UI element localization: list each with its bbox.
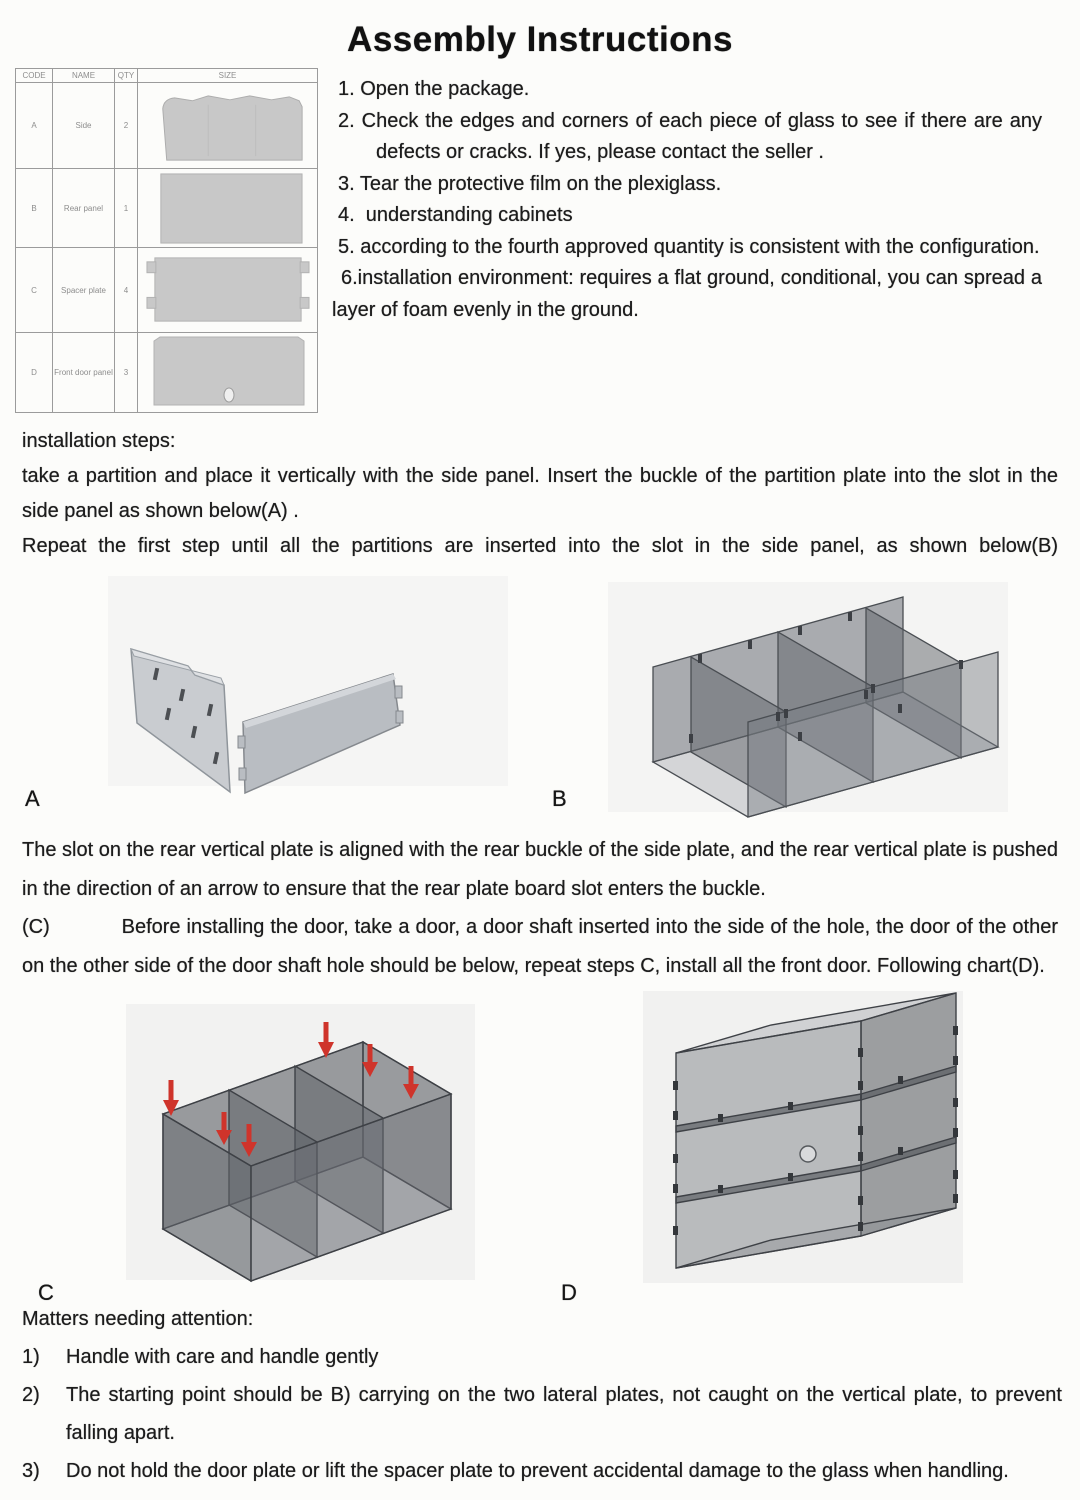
step-item-4: 4. understanding cabinets <box>338 204 573 226</box>
figure-c-label: C <box>38 1280 54 1305</box>
part-row-d-qty: 3 <box>115 333 138 412</box>
part-row-b-qty: 1 <box>115 169 138 248</box>
figure-b-illustration <box>598 572 1018 822</box>
step-item-1: 1. Open the package. <box>338 78 530 100</box>
figure-a-illustration <box>88 556 533 806</box>
numbered-steps <box>332 74 1042 326</box>
part-row-c-shape <box>138 248 317 333</box>
installation-step-text-2: Repeat the first step until all the partitions are inserted into the slot in the side panel, as shown below(B) <box>22 535 1058 557</box>
part-row-a-code: A <box>16 83 53 169</box>
attention-item-3-number: 3) <box>22 1460 40 1482</box>
assembly-notes-section <box>22 831 1058 985</box>
attention-section <box>22 1300 1062 1490</box>
parts-table <box>15 68 318 413</box>
part-row-c-name: Spacer plate <box>53 248 115 333</box>
assembly-notes-paragraph-1: The slot on the rear vertical plate is aligned with the rear buckle of the side plate, and the rear vertical plate is pushed in the direction of an arrow to ensure that the rear plate board slot enters the buckle. <box>22 839 1058 900</box>
part-row-a-name: Side <box>53 83 115 169</box>
parts-table-header-size: SIZE <box>138 69 317 83</box>
figure-d-label: D <box>561 1280 577 1305</box>
attention-item-2-number: 2) <box>22 1384 40 1406</box>
attention-item-1-number: 1) <box>22 1346 40 1368</box>
attention-item-3 <box>22 1452 1062 1490</box>
installation-steps-heading: installation steps: <box>22 430 176 452</box>
figure-d-illustration <box>628 986 978 1288</box>
page-title: Assembly Instructions <box>347 20 733 59</box>
part-row-d-shape <box>138 333 317 412</box>
attention-item-2 <box>22 1376 1062 1452</box>
step-item-3: 3. Tear the protective film on the plexiglass. <box>338 172 722 195</box>
side-panel-part-icon <box>138 83 317 168</box>
part-row-d-name: Front door panel <box>53 333 115 412</box>
rear-panel-part-icon <box>138 169 317 247</box>
figure-a-label: A <box>25 786 40 811</box>
parts-table-header-name: NAME <box>53 69 115 83</box>
attention-heading: Matters needing attention: <box>22 1308 254 1330</box>
part-row-c-code: C <box>16 248 53 333</box>
assembly-notes-paragraph-2: (C) Before installing the door, take a door, a door shaft inserted into the side of the hole, the door of the other on the other side of the door shaft hole should be below, repeat steps C, install all the front door. Following chart(D). <box>22 916 1058 977</box>
figure-c-illustration <box>118 996 483 1288</box>
parts-table-header-qty: QTY <box>115 69 138 83</box>
spacer-plate-part-icon <box>138 248 317 332</box>
installation-steps-section <box>22 424 1058 564</box>
part-row-a-shape <box>138 83 317 169</box>
step-item-2: 2. Check the edges and corners of each piece of glass to see if there are any defects or cracks. If yes, please contact the seller . <box>338 109 1042 163</box>
step-item-6: 6.installation environment: requires a flat ground, conditional, you can spread a layer of foam evenly in the ground. <box>332 267 1042 321</box>
attention-item-2-text: The starting point should be B) carrying on the two lateral plates, not caught on the vertical plate, to prevent falling apart. <box>66 1384 1062 1444</box>
attention-item-1 <box>22 1338 1062 1376</box>
attention-item-1-text: Handle with care and handle gently <box>66 1346 379 1368</box>
step-item-5: 5. according to the fourth approved quantity is consistent with the configuration. <box>338 235 1040 258</box>
part-row-b-code: B <box>16 169 53 248</box>
figure-b-label: B <box>552 786 567 811</box>
attention-item-3-text: Do not hold the door plate or lift the spacer plate to prevent accidental damage to the glass when handling. <box>66 1460 1009 1482</box>
installation-step-text-1: take a partition and place it vertically with the side panel. Insert the buckle of the partition plate into the slot in the side panel as shown below(A) . <box>22 465 1058 522</box>
part-row-a-qty: 2 <box>115 83 138 169</box>
part-row-c-qty: 4 <box>115 248 138 333</box>
front-door-part-icon <box>138 333 317 412</box>
part-row-b-name: Rear panel <box>53 169 115 248</box>
part-row-d-code: D <box>16 333 53 412</box>
parts-table-header-code: CODE <box>16 69 53 83</box>
part-row-b-shape <box>138 169 317 248</box>
